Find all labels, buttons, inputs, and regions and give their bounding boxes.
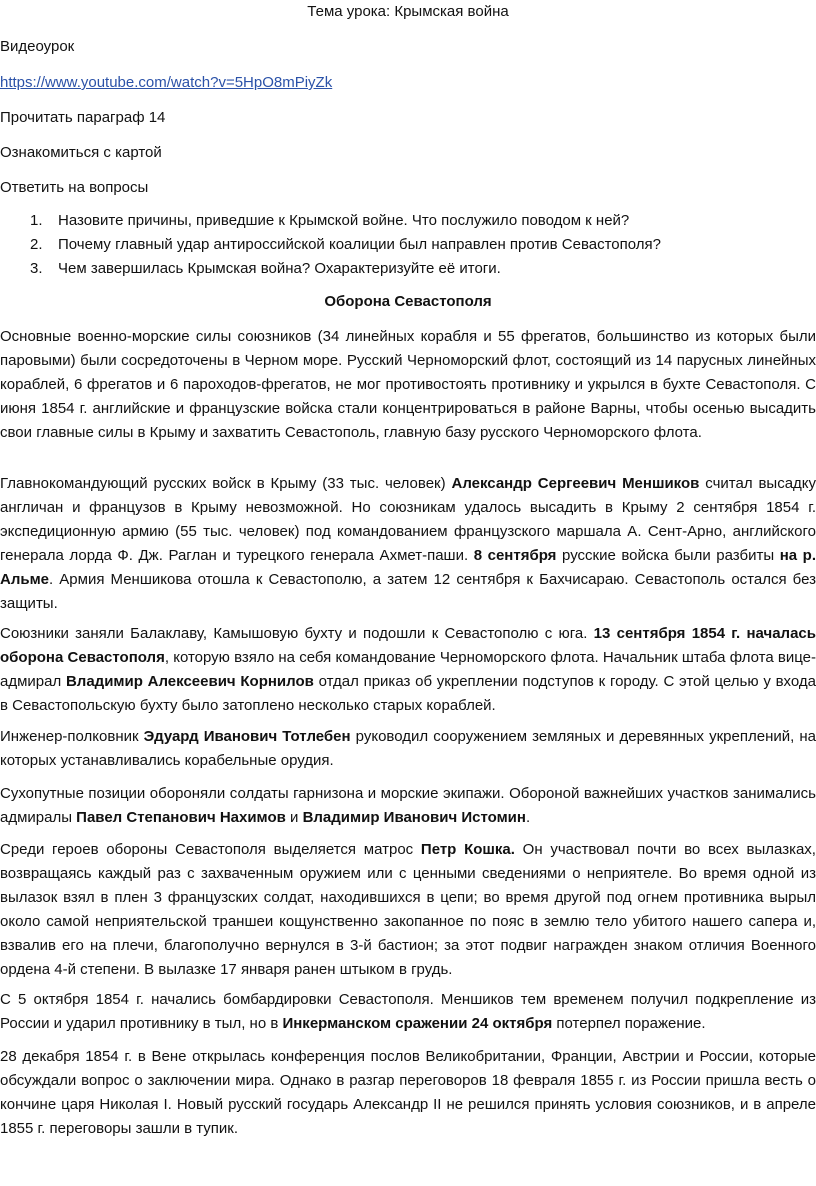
video-label: Видеоурок (0, 38, 75, 55)
bold-name: Павел Степанович Нахимов (76, 809, 286, 826)
question-text: Назовите причины, приведшие к Крымской войне. Что послужило поводом к ней? (58, 212, 630, 229)
paragraph-8: 28 декабря 1854 г. в Вене открылась конференция послов Великобритании, Франции, Австрии и России, которые обсуждали вопрос о заключении мира. Однако в разгар переговоров 18 февраля 1855 г. из России пришла весть о кончине царя Николая I. Новый русский государь Александр II не решился принять условия союзников, и в апреле 1855 г. переговоры зашли в тупик. (0, 1048, 816, 1137)
paragraph-2 (0, 472, 816, 616)
text-run: отдал приказ об укреплении подступов к городу. С этой целью у входа в Севастопольскую бухту было затоплено несколько старых кораблей. (0, 673, 816, 714)
bold-name: Александр Сергеевич Меншиков (451, 475, 700, 492)
paragraph-6 (0, 838, 816, 982)
text-run: Союзники заняли Балаклаву, Камышовую бухту и подошли к Севастополю с юга. (0, 625, 594, 642)
lesson-title: Тема урока: Крымская война (307, 3, 509, 20)
text-run: потерпел поражение. (552, 1015, 706, 1032)
bold-name: Петр Кошка. (420, 841, 515, 858)
bold-name: Эдуард Иванович Тотлебен (143, 728, 351, 745)
bold-name: Владимир Алексеевич Корнилов (65, 673, 314, 690)
text-run: . Армия Меншикова отошла к Севастополю, а затем 12 сентября к Бахчисараю. Севастополь остался без защиты. (0, 571, 816, 612)
bold-name: Владимир Иванович Истомин (302, 809, 526, 826)
video-link[interactable]: https://www.youtube.com/watch?v=5HpO8mPiyZk (0, 74, 333, 91)
task-answer: Ответить на вопросы (0, 179, 149, 196)
text-run: Он участвовал почти во всех вылазках, возвращаясь каждый раз с захваченным оружием или с ценными сведениями о неприятеле. Во время одной из вылазок взял в плен 3 французских солдат, находившихся в цепи; во время другой под огнем противника вырыл около самой неприятельской траншеи кощунственно закопанное по пояс в землю тело убитого нашего сапера и, взвалив его на плечи, благополучно вернулся в 3-й бастион; за этот подвиг награжден знаком отличия Военного ордена 4-й степени. В вылазке 17 января ранен штыком в грудь. (0, 841, 816, 978)
bold-event: Инкерманском сражении 24 октября (282, 1015, 553, 1032)
text-run: , которую взяло на себя командование Черноморского флота. Начальник штаба флота вице-адмирал (0, 649, 816, 690)
question-text: Почему главный удар антироссийской коалиции был направлен против Севастополя? (58, 236, 661, 253)
question-text: Чем завершилась Крымская война? Охарактеризуйте её итоги. (58, 260, 501, 277)
question-number: 1. (30, 212, 43, 229)
paragraph-5 (0, 782, 816, 830)
question-number: 3. (30, 260, 43, 277)
paragraph-3 (0, 622, 816, 718)
question-number: 2. (30, 236, 43, 253)
bold-date: 8 сентября (473, 547, 557, 564)
text-run: . (525, 809, 531, 826)
text-run: считал высадку англичан и французов в Крыму невозможной. Но союзникам удалось высадить в Крыму 2 сентября 1854 г. экспедиционную армию (55 тыс. человек) под командованием французского маршала А. Сент-Арно, английского генерала лорда Ф. Дж. Раглан и турецкого генерала Ахмет-паши. (0, 475, 816, 564)
section-heading: Оборона Севастополя (324, 293, 492, 310)
text-run: руководил сооружением земляных и деревянных укреплений, на которых устанавливались корабельные орудия. (0, 728, 816, 769)
video-link-line (0, 73, 816, 93)
text-run: Главнокомандующий русских войск в Крыму (33 тыс. человек) (0, 475, 452, 492)
text-run: Инженер-полковник (0, 728, 144, 745)
task-map: Ознакомиться с картой (0, 144, 162, 161)
text-run: Сухопутные позиции обороняли солдаты гарнизона и морские экипажи. Обороной важнейших участков занимались адмиралы (0, 785, 816, 826)
text-run: русские войска были разбиты (556, 547, 780, 564)
text-run: С 5 октября 1854 г. начались бомбардировки Севастополя. Меншиков тем временем получил подкрепление из России и ударил противнику в тыл, но в (0, 991, 816, 1032)
bold-event: 13 сентября 1854 г. началась оборона Севастополя (0, 625, 816, 666)
text-run: Среди героев обороны Севастополя выделяется матрос (0, 841, 421, 858)
bold-place: на р. Альме (0, 547, 816, 588)
task-read: Прочитать параграф 14 (0, 109, 166, 126)
paragraph-7 (0, 988, 816, 1036)
paragraph-4 (0, 725, 816, 773)
text-run: и (285, 809, 303, 826)
paragraph-1: Основные военно-морские силы союзников (34 линейных корабля и 55 фрегатов, большинство из которых были паровыми) были сосредоточены в Черном море. Русский Черноморский флот, состоящий из 14 парусных линейных кораблей, 6 фрегатов и 6 пароходов-фрегатов, не мог противостоять противнику и укрылся в бухте Севастополя. С июня 1854 г. английские и французские войска стали концентрироваться в районе Варны, чтобы осенью высадить свои главные силы в Крыму и захватить Севастополь, главную базу русского Черноморского флота. (0, 328, 816, 441)
